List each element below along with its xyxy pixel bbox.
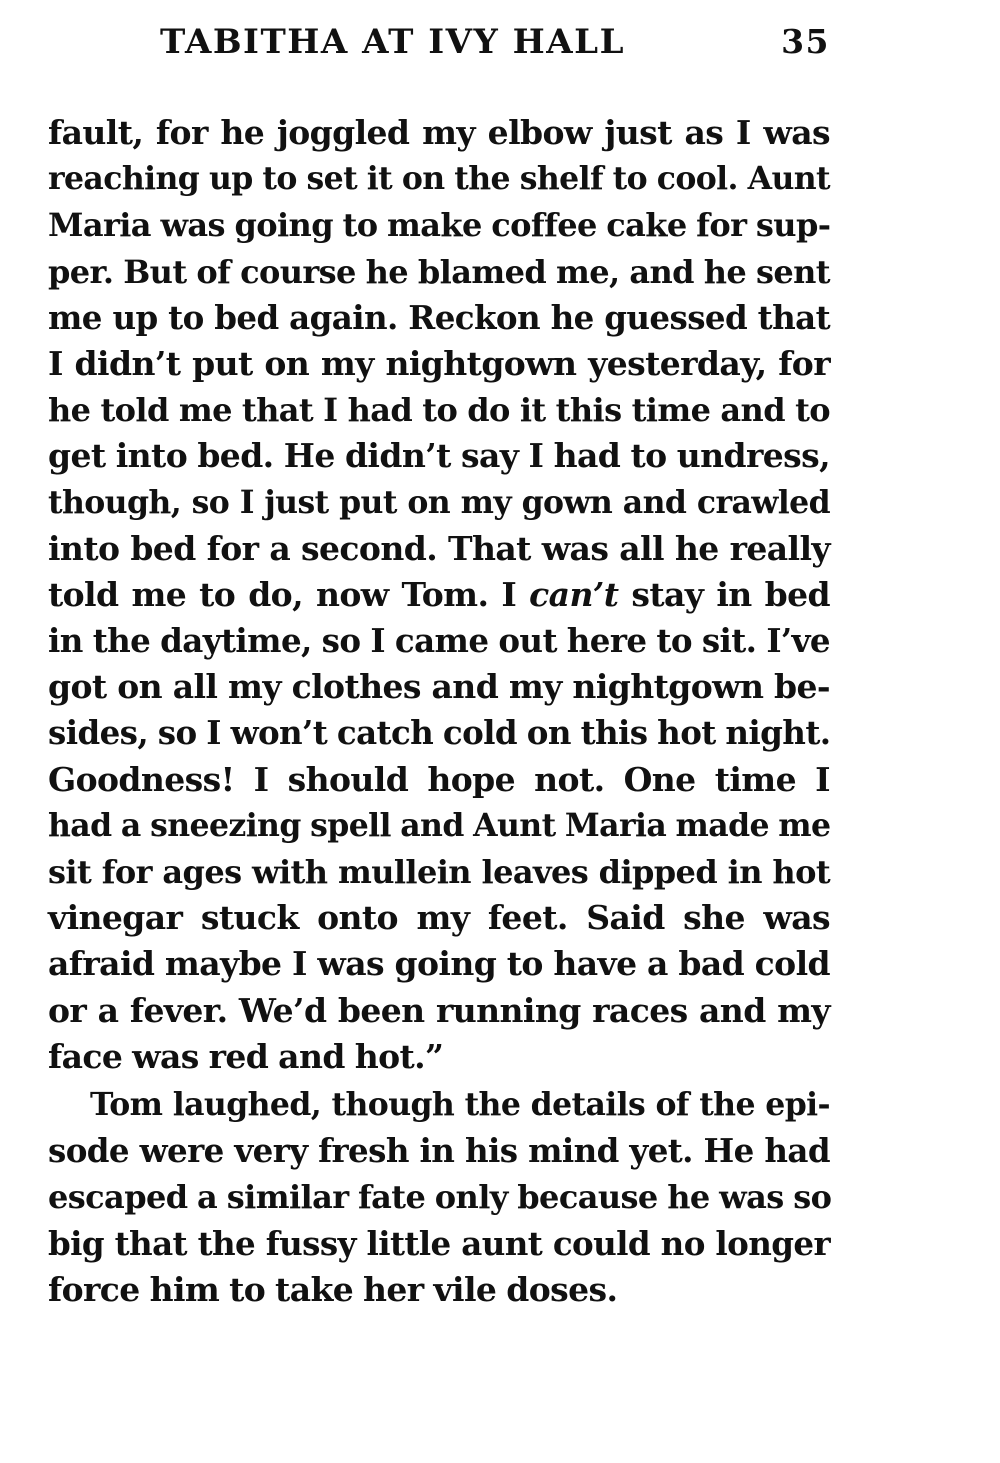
text-line: had a sneezing spell and Aunt Maria made me (48, 806, 831, 844)
text-line: big that the fussy little aunt could no longer (48, 1223, 830, 1263)
running-header (48, 22, 830, 72)
text-run: told me to do, now Tom. I (48, 574, 530, 614)
text-line: he told me that I had to do it this time and to (48, 391, 830, 430)
text-line: afraid maybe I was going to have a bad cold (48, 944, 830, 984)
text-line: sides, so I won’t catch cold on this hot night. (48, 713, 831, 753)
text-line: face was red and hot.” (48, 1036, 444, 1076)
emphasized-word: can’t (529, 574, 619, 614)
paragraph-1 (48, 110, 830, 1080)
text-line: though, so I just put on my gown and crawled (48, 483, 830, 521)
text-line: sode were very fresh in his mind yet. He had (48, 1131, 830, 1171)
text-run: stay in bed (618, 574, 830, 614)
text-line: got on all my clothes and my nightgown be- (48, 667, 830, 707)
text-line: in the daytime, so I came out here to sit. I’ve (48, 621, 830, 661)
text-line: I didn’t put on my nightgown yesterday, for (48, 343, 830, 383)
text-line: escaped a similar fate only because he was so (48, 1178, 832, 1217)
body-text (48, 110, 830, 1313)
text-line: per. But of course he blamed me, and he sent (48, 252, 830, 291)
text-line: force him to take her vile doses. (48, 1269, 618, 1309)
text-line: or a fever. We’d been running races and my (48, 990, 830, 1030)
paragraph-2 (48, 1082, 830, 1313)
text-line: me up to bed again. Reckon he guessed that (48, 297, 830, 337)
text-line: fault, for he joggled my elbow just as I was (48, 113, 830, 152)
text-line: vinegar stuck onto my feet. Said she was (48, 898, 830, 938)
text-line: sit for ages with mullein leaves dipped in hot (48, 853, 830, 891)
text-line: Tom laughed, though the details of the epi- (90, 1085, 830, 1123)
text-line: into bed for a second. That was all he really (48, 528, 830, 568)
text-line: get into bed. He didn’t say I had to undress, (48, 436, 830, 476)
running-title: TABITHA AT IVY HALL (160, 22, 625, 62)
text-line: reaching up to set it on the shelf to cool. Aunt (48, 160, 830, 198)
text-line: Goodness! I should hope not. One time I (48, 759, 830, 799)
text-line (48, 572, 830, 618)
page-number: 35 (781, 22, 830, 61)
text-line: Maria was going to make coffee cake for sup- (48, 206, 831, 245)
